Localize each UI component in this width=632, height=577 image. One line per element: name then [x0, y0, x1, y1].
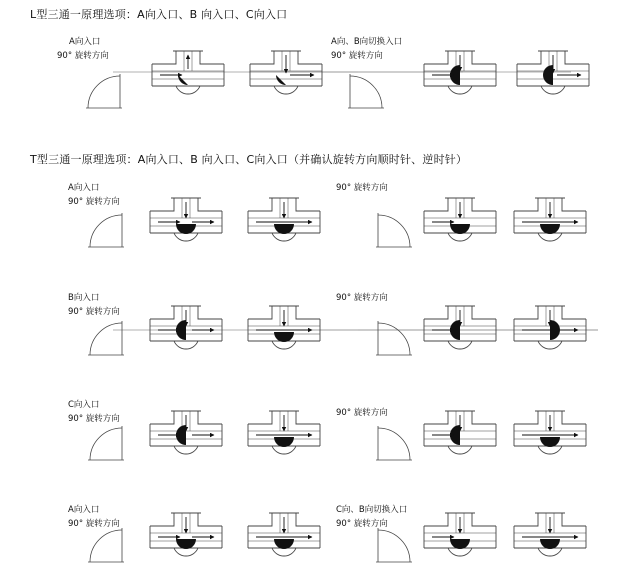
- rotation-quadrant-icon: [376, 426, 412, 460]
- ball-segment: [274, 539, 294, 549]
- quadrant-arc: [88, 76, 120, 108]
- valve-t-right-2-2: [514, 411, 586, 454]
- valve-t-right-3-1: [424, 513, 496, 556]
- ball-segment: [274, 224, 294, 234]
- rotation-quadrant-icon: [376, 321, 412, 355]
- ball-chamber: [272, 446, 296, 454]
- valve-t-right-0-2: [514, 198, 586, 241]
- ball-chamber: [174, 341, 198, 349]
- t4-left-label-1: A向入口: [68, 505, 100, 515]
- valve-t-right-3-2: [514, 513, 586, 556]
- ball-chamber: [538, 341, 562, 349]
- valve-t-right-2-1: [424, 411, 496, 454]
- t2-left-label-2: 90° 旋转方向: [68, 307, 120, 317]
- quadrant-arc: [90, 530, 122, 562]
- quadrant-arc: [378, 323, 410, 355]
- ball-segment: [450, 539, 470, 549]
- ball-chamber: [538, 548, 562, 556]
- rotation-quadrant-icon: [348, 74, 384, 108]
- valve-t-right-0-1: [424, 198, 496, 241]
- l-section-heading: L型三通一原理选项：A向入口、B 向入口、C向入口: [30, 8, 288, 21]
- valve-t-left-0-2: [248, 198, 320, 241]
- quadrant-arc: [378, 428, 410, 460]
- ball-chamber: [538, 446, 562, 454]
- rotation-quadrant-icon: [376, 528, 412, 562]
- t4-right-label-1: C向、B向切换入口: [336, 505, 408, 515]
- quadrant-arc: [90, 428, 122, 460]
- ball-segment: [176, 224, 196, 234]
- rotation-quadrant-icon: [88, 321, 124, 355]
- ball-chamber: [174, 446, 198, 454]
- ball-segment: [276, 75, 286, 85]
- ball-chamber: [174, 233, 198, 241]
- ball-segment: [450, 224, 470, 234]
- ball-segment: [176, 539, 196, 549]
- rotation-quadrant-icon: [88, 426, 124, 460]
- t3-right-label: 90° 旋转方向: [336, 408, 388, 418]
- ball-segment: [540, 539, 560, 549]
- valve-t-left-2-1: [150, 411, 222, 454]
- t1-left-label-2: 90° 旋转方向: [68, 197, 120, 207]
- t4-right-label-2: 90° 旋转方向: [336, 519, 388, 529]
- l-left-label-1: A向入口: [69, 37, 101, 47]
- ball-chamber: [174, 548, 198, 556]
- ball-segment: [178, 75, 188, 85]
- t2-right-label: 90° 旋转方向: [336, 293, 388, 303]
- valve-t-left-0-1: [150, 198, 222, 241]
- ball-segment: [540, 224, 560, 234]
- rotation-quadrant-icon: [376, 213, 412, 247]
- rotation-quadrant-icon: [86, 74, 122, 108]
- t1-right-label: 90° 旋转方向: [336, 183, 388, 193]
- ball-chamber: [448, 446, 472, 454]
- rotation-quadrant-icon: [88, 528, 124, 562]
- quadrant-arc: [90, 323, 122, 355]
- ball-chamber: [272, 341, 296, 349]
- ball-chamber: [538, 233, 562, 241]
- rotation-quadrant-icon: [88, 213, 124, 247]
- valve-t-left-2-2: [248, 411, 320, 454]
- t3-left-label-2: 90° 旋转方向: [68, 414, 120, 424]
- valve-l-ab-2: [517, 51, 589, 94]
- ball-chamber: [176, 86, 200, 94]
- l-left-label-2: 90° 旋转方向: [57, 51, 109, 61]
- valve-t-left-3-2: [248, 513, 320, 556]
- quadrant-arc: [90, 215, 122, 247]
- valve-t-left-1-2: [248, 306, 320, 349]
- t1-left-label-1: A向入口: [68, 183, 100, 193]
- ball-chamber: [448, 233, 472, 241]
- quadrant-arc: [350, 76, 382, 108]
- ball-segment: [543, 65, 553, 85]
- t4-left-label-2: 90° 旋转方向: [68, 519, 120, 529]
- t-section-heading: T型三通一原理选项：A向入口、B 向入口、C向入口（并确认旋转方向顺时针、逆时针）: [30, 153, 468, 166]
- ball-segment: [274, 332, 294, 342]
- valve-t-left-1-1: [150, 306, 222, 349]
- ball-segment: [274, 437, 294, 447]
- ball-segment: [540, 437, 560, 447]
- t3-left-label-1: C向入口: [68, 400, 100, 410]
- t2-left-label-1: B向入口: [68, 293, 100, 303]
- l-right-label-2: 90° 旋转方向: [331, 51, 383, 61]
- valve-t-right-1-1: [424, 306, 496, 349]
- valve-l-a-2: [250, 51, 322, 94]
- ball-chamber: [272, 233, 296, 241]
- ball-chamber: [274, 86, 298, 94]
- l-right-label-1: A向、B向切换入口: [331, 37, 403, 47]
- valve-l-ab-1: [424, 51, 496, 94]
- ball-chamber: [272, 548, 296, 556]
- ball-chamber: [448, 341, 472, 349]
- valve-t-left-3-1: [150, 513, 222, 556]
- quadrant-arc: [378, 215, 410, 247]
- valve-l-a-1: [152, 51, 224, 94]
- ball-chamber: [541, 86, 565, 94]
- quadrant-arc: [378, 530, 410, 562]
- ball-chamber: [448, 548, 472, 556]
- valve-t-right-1-2: [514, 306, 586, 349]
- ball-chamber: [448, 86, 472, 94]
